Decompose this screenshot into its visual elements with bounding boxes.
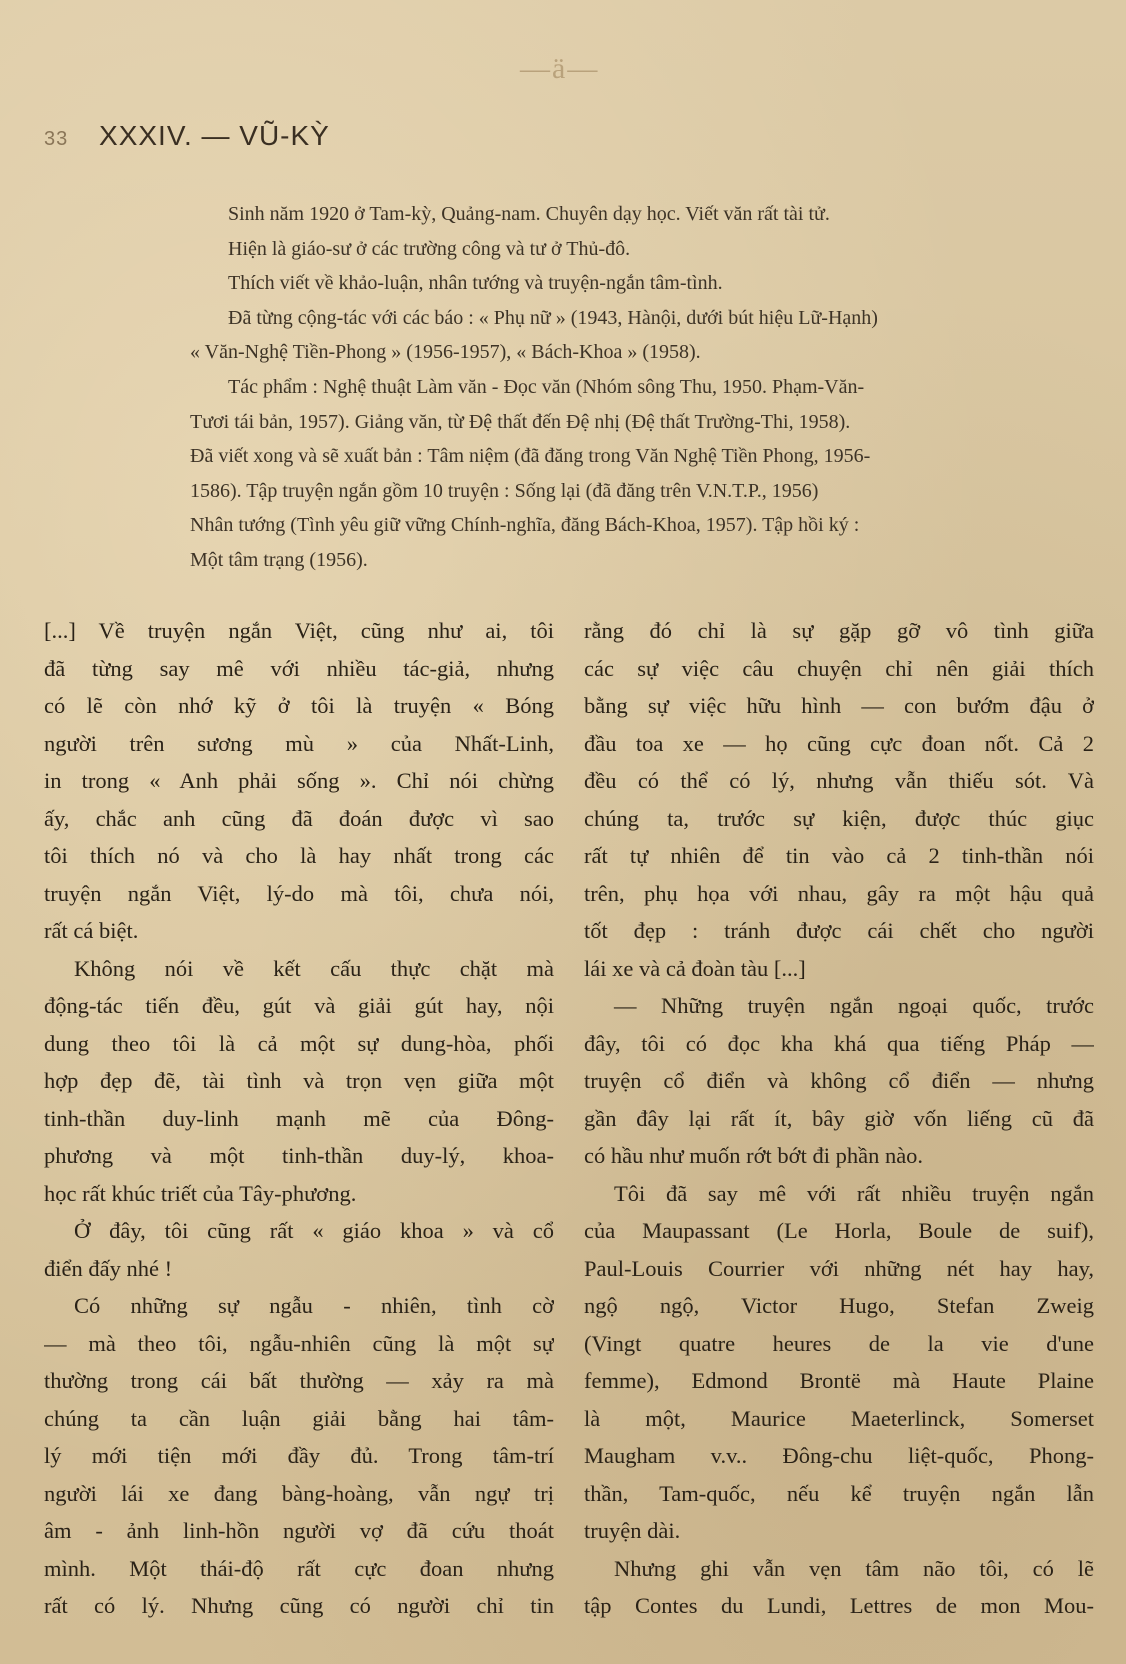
bio-line: Đã từng cộng-tác với các báo : « Phụ nữ » (1943, Hànội, dưới bút hiệu Lữ-Hạnh) bbox=[228, 306, 878, 329]
text-line: là một, Maurice Maeterlinck, Somerset bbox=[584, 1405, 1094, 1431]
text-line: điển đấy nhé ! bbox=[44, 1255, 173, 1281]
text-line: Paul-Louis Courrier với những nét hay hay, bbox=[584, 1255, 1094, 1281]
text-line: (Vingt quatre heures de la vie d'une bbox=[584, 1330, 1094, 1356]
text-line: âm - ảnh linh-hồn người vợ đã cứu thoát bbox=[44, 1518, 554, 1543]
text-line: — Những truyện ngắn ngoại quốc, trước bbox=[614, 993, 1094, 1018]
text-line: truyện dài. bbox=[584, 1518, 681, 1543]
text-line: Không nói về kết cấu thực chặt mà bbox=[74, 955, 554, 981]
text-line: thần, Tam-quốc, nếu kể truyện ngắn lẫn bbox=[584, 1480, 1094, 1506]
text-line: người trên sương mù » của Nhất-Linh, bbox=[44, 730, 554, 756]
bio-line: Sinh năm 1920 ở Tam-kỳ, Quảng-nam. Chuyên dạy học. Viết văn rất tài tử. bbox=[228, 203, 830, 225]
bio-line: Đã viết xong và sẽ xuất bản : Tâm niệm (đã đăng trong Văn Nghệ Tiền Phong, 1956- bbox=[190, 445, 871, 468]
text-line: đã từng say mê với nhiều tác-giả, nhưng bbox=[44, 655, 554, 681]
text-line: đây, tôi có đọc kha khá qua tiếng Pháp — bbox=[584, 1030, 1094, 1056]
section-title: XXXIV. — VŨ-KỲ bbox=[99, 120, 330, 151]
text-line: rất cá biệt. bbox=[44, 918, 139, 943]
text-line: phương và một tinh-thần duy-lý, khoa- bbox=[44, 1143, 554, 1168]
text-line: chúng ta, trước sự kiện, được thúc giục bbox=[584, 805, 1094, 831]
text-line: ngộ ngộ, Victor Hugo, Stefan Zweig bbox=[584, 1293, 1094, 1318]
text-line: Có những sự ngẫu - nhiên, tình cờ bbox=[74, 1293, 554, 1318]
text-line: mình. Một thái-độ rất cực đoan nhưng bbox=[44, 1555, 554, 1581]
text-line: truyện ngắn Việt, lý-do mà tôi, chưa nói, bbox=[44, 880, 554, 906]
text-line: — mà theo tôi, ngẫu-nhiên cũng là một sự bbox=[44, 1330, 554, 1356]
text-line: trên, phụ họa với nhau, gây ra một hậu quả bbox=[584, 880, 1094, 906]
text-line: gần đây lại rất ít, bây giờ vốn liếng cũ đã bbox=[584, 1105, 1094, 1131]
text-line: có hầu như muốn rớt bớt đi phần nào. bbox=[584, 1143, 924, 1168]
author-bio bbox=[190, 197, 1090, 578]
text-line: người lái xe đang bàng-hoàng, vẫn ngự trị bbox=[44, 1480, 554, 1506]
text-line: rất có lý. Nhưng cũng có người chỉ tin bbox=[44, 1593, 554, 1618]
bio-line: Thích viết về khảo-luận, nhân tướng và truyện-ngắn tâm-tình. bbox=[228, 272, 723, 295]
text-line: ấy, chắc anh cũng đã đoán được vì sao bbox=[44, 805, 554, 831]
text-line: của Maupassant (Le Horla, Boule de suif), bbox=[584, 1218, 1094, 1243]
text-line: Maugham v.v.. Đông-chu liệt-quốc, Phong- bbox=[584, 1443, 1094, 1468]
text-line: truyện cổ điển và không cổ điển — nhưng bbox=[584, 1068, 1094, 1093]
section-number: 33 bbox=[44, 128, 69, 150]
text-line: rằng đó chỉ là sự gặp gỡ vô tình giữa bbox=[584, 618, 1094, 643]
text-line: các sự việc câu chuyện chỉ nên giải thích bbox=[584, 655, 1094, 681]
bio-line: Nhân tướng (Tình yêu giữ vững Chính-nghĩa, đăng Bách-Khoa, 1957). Tập hồi ký : bbox=[190, 514, 860, 537]
text-line: lý mới tiện mới đầy đủ. Trong tâm-trí bbox=[44, 1443, 554, 1468]
text-line: tốt đẹp : tránh được cái chết cho người bbox=[584, 918, 1094, 943]
text-line: femme), Edmond Brontë mà Haute Plaine bbox=[584, 1368, 1094, 1393]
text-line: bằng sự việc hữu hình — con bướm đậu ở bbox=[584, 693, 1094, 718]
text-line: Nhưng ghi vẫn vẹn tâm não tôi, có lẽ bbox=[614, 1555, 1094, 1581]
bio-line: 1586). Tập truyện ngắn gồm 10 truyện : Sống lại (đã đăng trên V.N.T.P., 1956) bbox=[190, 479, 819, 502]
bio-line: Hiện là giáo-sư ở các trường công và tư ở Thủ-đô. bbox=[228, 237, 631, 260]
text-line: thường trong cái bất thường — xảy ra mà bbox=[44, 1368, 554, 1393]
text-line: dung theo tôi là cả một sự dung-hòa, phối bbox=[44, 1030, 554, 1056]
bio-line: Một tâm trạng (1956). bbox=[190, 548, 368, 571]
text-line: tinh-thần duy-linh mạnh mẽ của Đông- bbox=[44, 1105, 554, 1131]
section-heading bbox=[44, 120, 330, 152]
text-line: đều có thể có lý, nhưng vẫn thiếu sót. Và bbox=[584, 768, 1094, 793]
text-line: động-tác tiến đều, gút và giải gút hay, nội bbox=[44, 993, 554, 1018]
text-line: hợp đẹp đẽ, tài tình và trọn vẹn giữa một bbox=[44, 1068, 554, 1093]
text-line: học rất khúc triết của Tây-phương. bbox=[44, 1180, 357, 1206]
page-header-mark: —ä— bbox=[520, 52, 600, 85]
text-line: rất tự nhiên để tin vào cả 2 tinh-thần nói bbox=[584, 843, 1094, 868]
text-line: đầu toa xe — họ cũng cực đoan nốt. Cả 2 bbox=[584, 730, 1094, 756]
bio-line: Tươi tái bản, 1957). Giảng văn, từ Đệ thất đến Đệ nhị (Đệ thất Trường-Thi, 1958). bbox=[190, 410, 851, 433]
text-line: tôi thích nó và cho là hay nhất trong các bbox=[44, 843, 554, 868]
left-column bbox=[44, 612, 554, 1625]
text-line: Tôi đã say mê với rất nhiều truyện ngắn bbox=[614, 1180, 1094, 1206]
bio-line: « Văn-Nghệ Tiền-Phong » (1956-1957), « Bách-Khoa » (1958). bbox=[190, 341, 701, 364]
text-line: có lẽ còn nhớ kỹ ở tôi là truyện « Bóng bbox=[44, 693, 554, 718]
text-line: chúng ta cần luận giải bằng hai tâm- bbox=[44, 1405, 554, 1431]
right-column bbox=[584, 612, 1094, 1625]
text-line: [...] Về truyện ngắn Việt, cũng như ai, tôi bbox=[44, 618, 554, 643]
text-line: tập Contes du Lundi, Lettres de mon Mou- bbox=[584, 1593, 1094, 1618]
text-line: lái xe và cả đoàn tàu [...] bbox=[584, 955, 806, 981]
bio-line: Tác phẩm : Nghệ thuật Làm văn - Đọc văn (Nhóm sông Thu, 1950. Phạm-Văn- bbox=[228, 375, 865, 398]
text-line: in trong « Anh phải sống ». Chỉ nói chừng bbox=[44, 768, 554, 793]
text-line: Ở đây, tôi cũng rất « giáo khoa » và cổ bbox=[74, 1218, 554, 1243]
